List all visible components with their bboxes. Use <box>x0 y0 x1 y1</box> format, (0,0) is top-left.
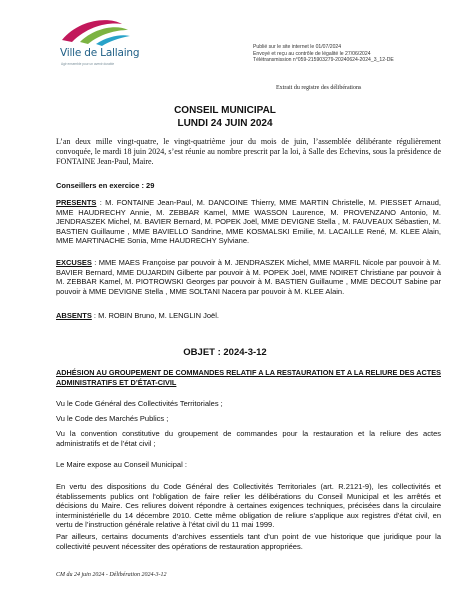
presents-paragraph <box>56 198 441 246</box>
excuses-paragraph <box>56 258 441 296</box>
maire-expose: Le Maire expose au Conseil Municipal : <box>56 460 187 469</box>
logo-name: Ville de Lallaing <box>60 47 140 59</box>
logo-tagline: Agir ensemble pour un avenir durable <box>61 62 115 66</box>
vu-convention: Vu la convention constitutive du groupement de commandes pour la restauration et la reliure des actes administratifs et de l’état civil ; <box>56 429 441 448</box>
body-paragraph-1: En vertu des dispositions du Code Général des Collectivités Territoriales (art. R.2121-9), les collectivités et établissements publics ont l’obligation de faire relier les délibérations du Conseil Municipal et les arrêtés et décisions du Maire. Ces reliures doivent répondre à certaines exigences techniques, précisées dans la circulaire interministérielle du 14 décembre 2010. Cette même obligation de reliure s’applique aux registres d’état civil, en vertu de l’instruction générale relative à l’état civil du 11 mai 1999. <box>56 482 441 529</box>
objet-heading: OBJET : 2024-3-12 <box>183 347 267 358</box>
document-title: CONSEIL MUNICIPAL <box>174 105 276 116</box>
conseillers-count: Conseillers en exercice : 29 <box>56 181 155 190</box>
excuses-list: : MME MAES Françoise par pouvoir à M. JENDRASZEK Michel, MME MARFIL Nicole par pouvoir à M. BAVIER Bernard, MME DUJARDIN Gilberte par pouvoir à M. POPEK Joël, MME NOIRET Christiane par pouvoir à M. ZEBBAR Kamel, M. PIOTROWSKI Georges par pouvoir à M. BASTIEN Guillaume , MME DECOUT Sabine par pouvoir à MME DEVIGNE Stella , MME SOLTANI Nacera par pouvoir à M. KLEE Alain. <box>56 258 441 296</box>
body-paragraph-2: Par ailleurs, certains documents d’archives essentiels tant d’un point de vue historique que juridique pour la collectivité peuvent nécessiter des opérations de restauration appropriées. <box>56 532 441 551</box>
absents-paragraph <box>56 311 441 321</box>
intro-paragraph: L’an deux mille vingt-quatre, le vingt-quatrième jour du mois de juin, l’assemblée délibérante régulièrement convoquée, le mardi 18 juin 2024, s’est réunie au nombre prescrit par la loi, à Salle des Echevins, sous la présidence de FONTAINE Jean-Paul, Maire. <box>56 137 441 166</box>
excuses-label: EXCUSES <box>56 258 92 267</box>
meeting-date: LUNDI 24 JUIN 2024 <box>177 118 273 129</box>
page-footer: CM du 24 juin 2024 - Délibération 2024-3-12 <box>56 572 167 578</box>
register-extract-label: Extrait du registre des délibérations <box>276 85 362 91</box>
absents-label: ABSENTS <box>56 311 92 320</box>
transmission-stamp <box>253 44 443 64</box>
presents-label: PRESENTS <box>56 198 97 207</box>
stamp-teletransmission: Télétransmission n°059-215903279-20240624-2024_3_12-DE <box>253 57 394 64</box>
absents-list: : M. ROBIN Bruno, M. LENGLIN Joël. <box>91 311 219 320</box>
vu-cgct: Vu le Code Général des Collectivités Territoriales ; <box>56 399 223 408</box>
vu-marches-publics: Vu le Code des Marchés Publics ; <box>56 414 169 423</box>
stamp-received: Envoyé et reçu au contrôle de légalité le 27/06/2024 <box>253 50 371 57</box>
presents-list: : M. FONTAINE Jean-Paul, M. DANCOINE Thierry, MME MARTIN Christelle, M. PIESSET Arnaud, MME HAUDRECHY Annie, M. ZEBBAR Kamel, MME WASSON Laurence, M. PROVENZANO Antonio, M. JENDRASZEK Michel, M. BAVIER Bernard, M. POPEK Joël, MME DEVIGNE Stella , M. FAUVEAUX Sébastien, M. BASTIEN Guillaume , MME BAVIELLO Sandrine, MME KOSMALSKI Emilie, M. LACAILLE René, M. KLEE Alain, MME MARTINACHE Sonia, Mme HAUDRECHY Sylviane. <box>56 198 441 245</box>
stamp-published: Publié sur le site internet le 01/07/2024 <box>253 44 342 50</box>
subject-heading: ADHÉSION AU GROUPEMENT DE COMMANDES RELATIF A LA RESTAURATION ET A LA RELIURE DES ACTES ADMINISTRATIFS ET D’ÉTAT-CIVIL <box>56 368 441 387</box>
city-logo <box>58 14 168 84</box>
